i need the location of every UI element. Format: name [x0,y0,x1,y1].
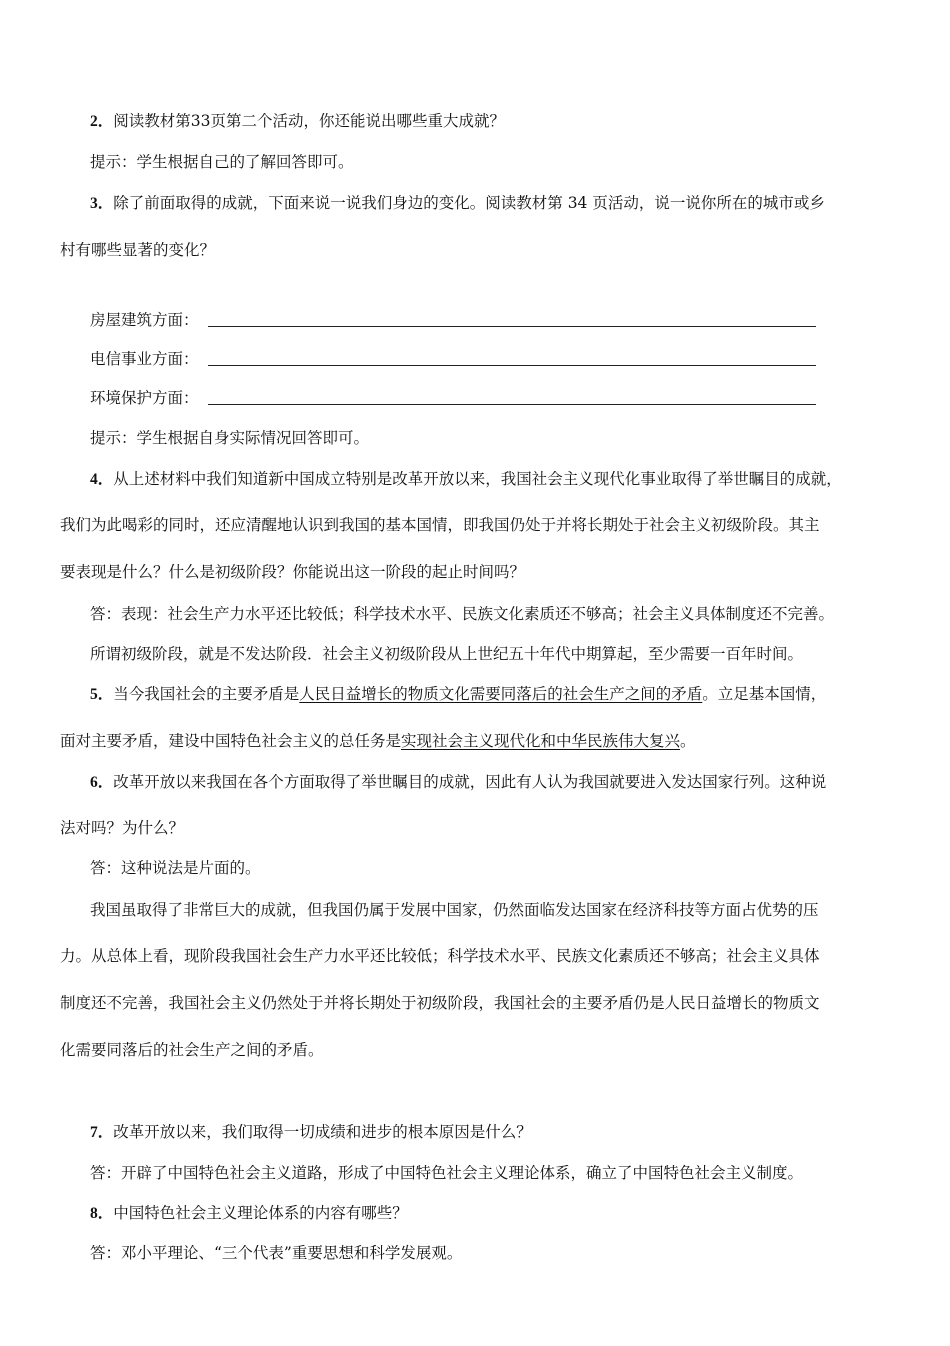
q3-field-label-environment: 环境保护方面： [90,389,199,407]
q4-answer-1: 答：表现：社会生产力水平还比较低；科学技术水平、民族文化素质还不够高；社会主义具体制度还不完善。 [90,605,835,623]
q8-answer: 答：邓小平理论、“三个代表”重要思想和科学发展观。 [90,1244,463,1262]
q6-answer-4: 制度还不完善，我国社会主义仍然处于并将长期处于初级阶段，我国社会的主要矛盾仍是人民日益增长的物质文 [60,994,820,1012]
q6-answer-5: 化需要同落后的社会生产之间的矛盾。 [60,1041,324,1059]
q6-text-1: 改革开放以来我国在各个方面取得了举世瞩目的成就，因此有人认为我国就要进入发达国家行列。这种说 [113,773,827,791]
q7-number: 7． [90,1124,114,1141]
q3-hint: 提示：学生根据自身实际情况回答即可。 [90,429,370,447]
q6-text-2: 法对吗？为什么？ [60,819,185,837]
q2-number: 2． [90,113,114,130]
q5-text-2b: 。 [680,732,696,750]
q6-number: 6． [90,774,114,791]
q3-field-blank-environment[interactable] [208,404,816,405]
q4-answer-2: 所谓初级阶段，就是不发达阶段．社会主义初级阶段从上世纪五十年代中期算起，至少需要一百年时间。 [90,645,804,663]
q4-text-2: 我们为此喝彩的同时，还应清醒地认识到我国的基本国情，即我国仍处于并将长期处于社会主义初级阶段。其主 [60,516,820,534]
q3-field-blank-telecom[interactable] [208,365,816,366]
q7-line [90,1122,532,1143]
q7-text: 改革开放以来，我们取得一切成绩和进步的根本原因是什么？ [113,1123,532,1141]
q5-line-2 [60,731,696,751]
q2-hint: 提示：学生根据自己的了解回答即可。 [90,153,354,171]
q6-line-1 [90,772,826,793]
q3-field-label-telecom: 电信事业方面： [90,350,199,368]
q5-text-1b: 。立足基本国情， [702,685,827,703]
q4-line-1 [90,469,842,490]
q4-number: 4． [90,471,114,488]
q6-answer-1: 答：这种说法是片面的。 [90,859,261,877]
q4-text-1: 从上述材料中我们知道新中国成立特别是改革开放以来，我国社会主义现代化事业取得了举世瞩目的成就， [113,470,842,488]
q3-field-label-housing: 房屋建筑方面： [90,311,199,329]
q3-line-1 [90,193,825,214]
q2-text: 阅读教材第33页第二个活动，你还能说出哪些重大成就？ [113,112,505,130]
q8-line [90,1203,408,1224]
q6-answer-3: 力。从总体上看，现阶段我国社会生产力水平还比较低；科学技术水平、民族文化素质还不够高；社会主义具体 [60,947,820,965]
q3-text-2: 村有哪些显著的变化？ [60,241,216,259]
q5-number: 5． [90,686,114,703]
q5-answer-underlined-1: 人民日益增长的物质文化需要同落后的社会生产之间的矛盾 [299,685,703,703]
q6-answer-2: 我国虽取得了非常巨大的成就，但我国仍属于发展中国家，仍然面临发达国家在经济科技等方面占优势的压 [90,901,819,919]
q5-text-2a: 面对主要矛盾，建设中国特色社会主义的总任务是 [60,732,402,750]
q5-text-1a: 当今我国社会的主要矛盾是 [113,685,300,703]
q8-number: 8． [90,1205,114,1222]
q2-line [90,111,505,132]
q3-text-1: 除了前面取得的成就，下面来说一说我们身边的变化。阅读教材第 34 页活动，说一说你所在的城市或乡 [113,194,825,212]
q5-answer-underlined-2: 实现社会主义现代化和中华民族伟大复兴 [401,732,681,750]
q7-answer: 答：开辟了中国特色社会主义道路，形成了中国特色社会主义理论体系，确立了中国特色社会主义制度。 [90,1164,804,1182]
q4-text-3: 要表现是什么？什么是初级阶段？你能说出这一阶段的起止时间吗？ [60,563,526,581]
q3-field-blank-housing[interactable] [208,326,816,327]
q3-number: 3． [90,195,114,212]
q5-line-1 [90,684,826,705]
q8-text: 中国特色社会主义理论体系的内容有哪些？ [113,1204,408,1222]
